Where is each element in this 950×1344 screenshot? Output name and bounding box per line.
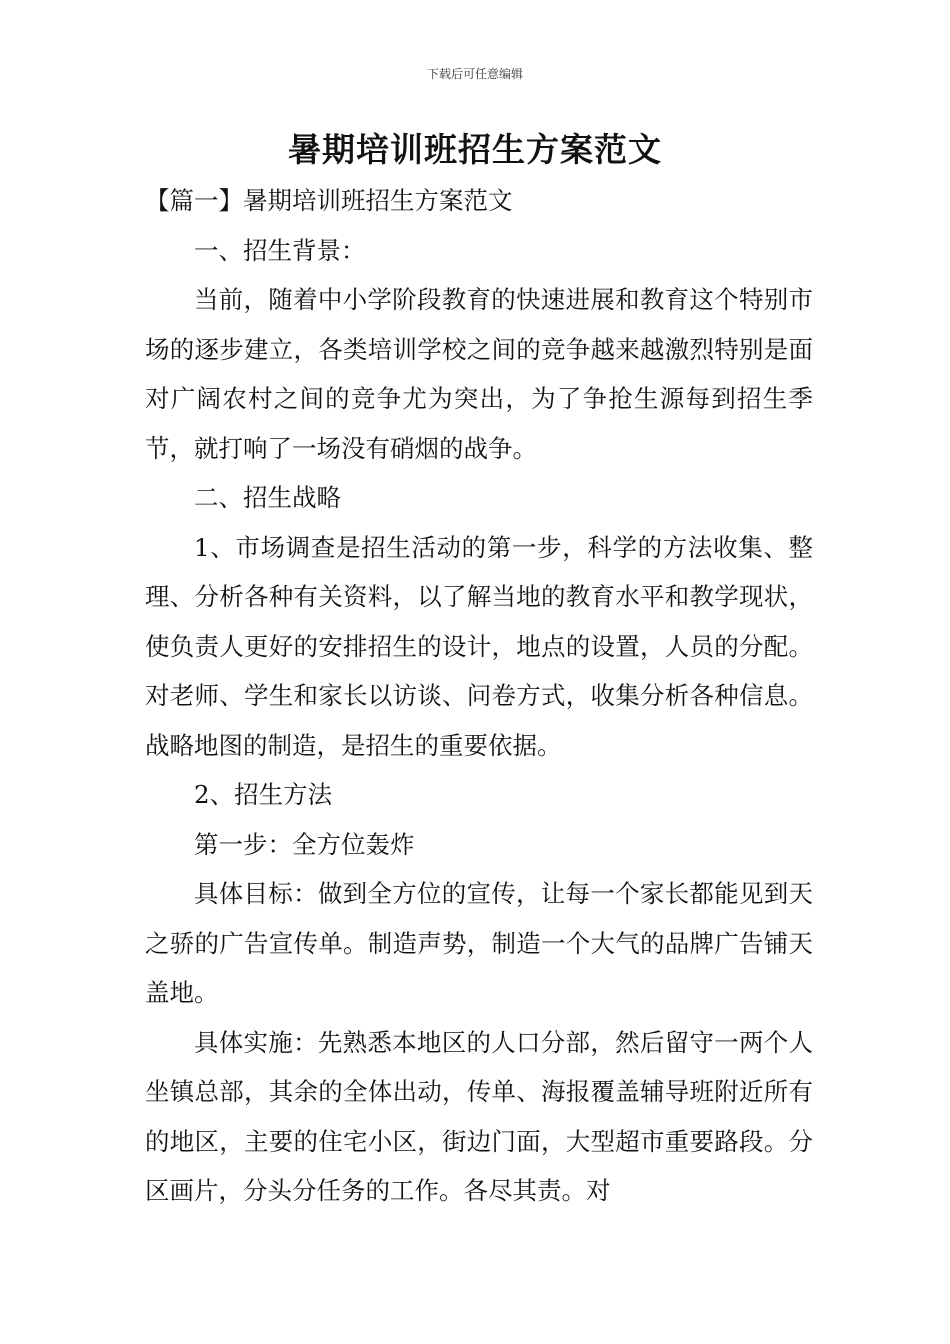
paragraph-goal: 具体目标：做到全方位的宣传，让每一个家长都能见到天之骄的广告宣传单。制造声势，制造一个大气的品牌广告铺天盖地。	[145, 879, 813, 1007]
paragraph-implementation: 具体实施：先熟悉本地区的人口分部，然后留守一两个人坐镇总部，其余的全体出动，传单、海报覆盖辅导班附近所有的地区，主要的住宅小区，街边门面，大型超市重要路段。分区画片，分头分任务的工作。各尽其责。对	[145, 1027, 813, 1205]
heading-strategy: 二、招生战略	[194, 483, 341, 512]
heading-methods: 2、招生方法	[194, 780, 333, 809]
document-title: 暑期培训班招生方案范文	[288, 130, 662, 169]
page-header-note: 下载后可任意编辑	[426, 67, 523, 81]
section-label: 【篇一】暑期培训班招生方案范文	[145, 186, 513, 215]
paragraph-background: 当前，随着中小学阶段教育的快速进展和教育这个特别市场的逐步建立，各类培训学校之间的竞争越来越激烈特别是面对广阔农村之间的竞争尤为突出，为了争抢生源每到招生季节，就打响了一场没有硝烟的战争。	[145, 285, 813, 463]
paragraph-market-research: 1、市场调查是招生活动的第一步，科学的方法收集、整理、分析各种有关资料，以了解当地的教育水平和教学现状，使负责人更好的安排招生的设计，地点的设置，人员的分配。对老师、学生和家长以访谈、问卷方式，收集分析各种信息。战略地图的制造，是招生的重要依据。	[145, 532, 813, 760]
document-body	[145, 176, 813, 1216]
heading-step-one: 第一步：全方位轰炸	[194, 829, 415, 859]
heading-background: 一、招生背景：	[194, 235, 366, 265]
